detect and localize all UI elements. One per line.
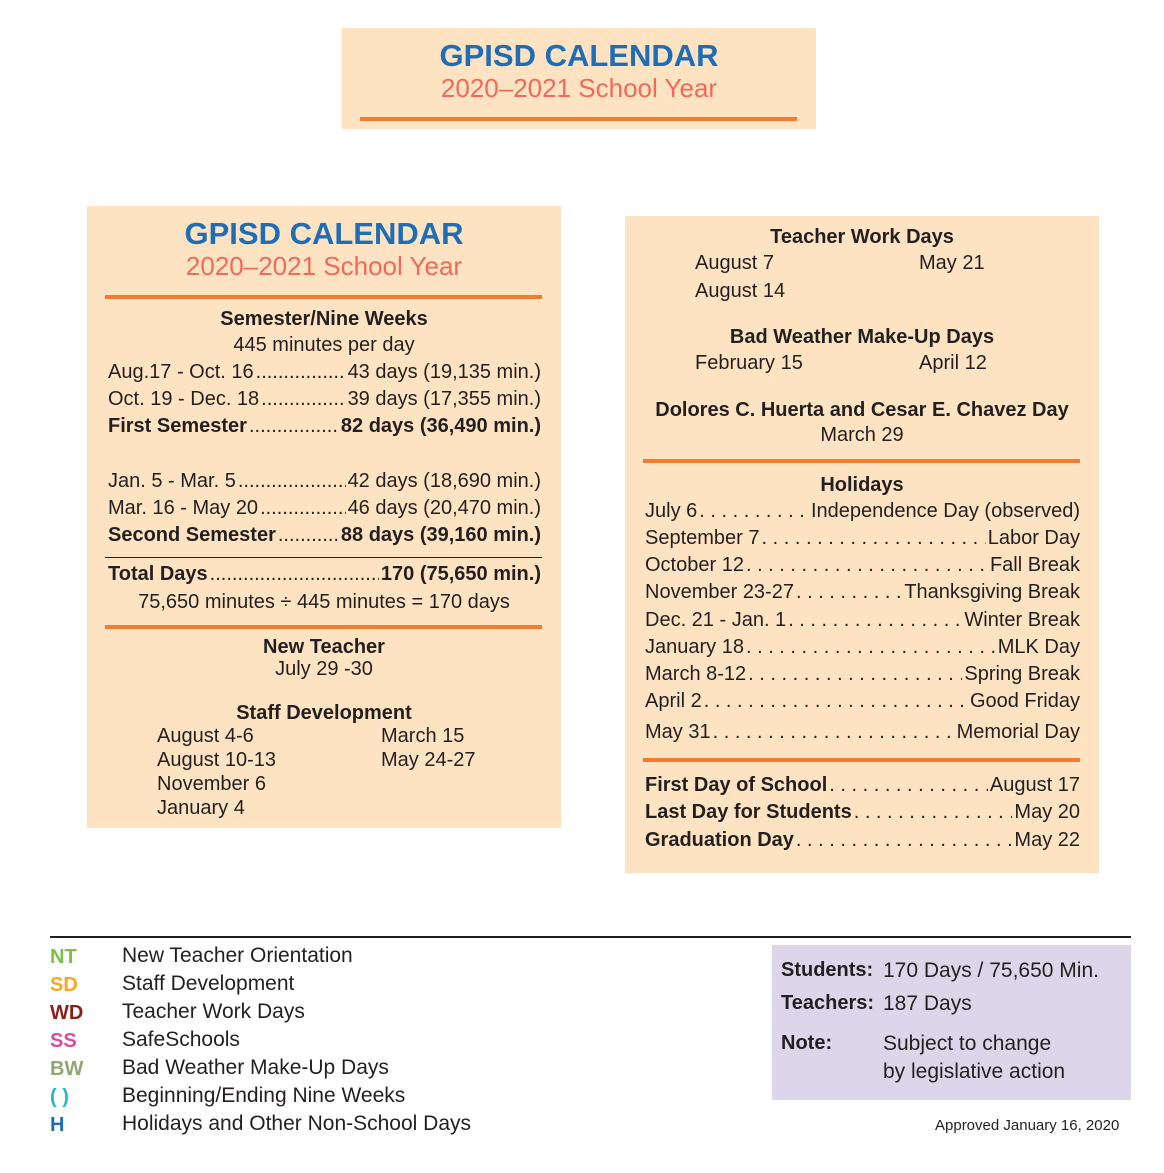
staff-dev-date: November 6: [157, 773, 266, 795]
huerta-date: March 29: [820, 424, 904, 446]
left-title: GPISD CALENDAR: [184, 216, 464, 251]
total-formula: 75,650 minutes ÷ 445 minutes = 170 days: [138, 591, 510, 613]
semester-row-value: 46 days (20,470 min.): [347, 497, 541, 519]
semester-row-label: Mar. 16 - May 20: [108, 497, 259, 519]
leader-dots: [746, 636, 996, 659]
bad-weather-date: April 12: [919, 352, 987, 374]
leader-dots: [796, 829, 1012, 852]
semester-row-value: 43 days (19,135 min.): [347, 361, 541, 383]
leader-dots: [210, 563, 379, 586]
teachers-label: Teachers:: [781, 992, 875, 1014]
teachers-value: 187 Days: [883, 992, 972, 1015]
holiday-name: Memorial Day: [956, 721, 1080, 743]
teacher-work-date: August 7: [695, 252, 774, 274]
legend-divider: [50, 936, 1131, 938]
left-rule-mid: [105, 625, 542, 629]
legend-code-h: H: [50, 1114, 65, 1136]
holiday-name: Winter Break: [964, 609, 1080, 631]
holiday-name: Good Friday: [969, 690, 1080, 712]
huerta-heading: Dolores C. Huerta and Cesar E. Chavez Day: [655, 399, 1069, 421]
leader-dots: [249, 415, 339, 438]
header-title: GPISD CALENDAR: [439, 38, 719, 73]
key-date-row: [645, 774, 1080, 797]
staff-dev-date: August 4-6: [157, 725, 254, 747]
leader-dots: [704, 690, 968, 713]
note-line2: by legislative action: [883, 1060, 1066, 1083]
key-date-value: May 22: [1014, 829, 1080, 851]
legend-text: Staff Development: [122, 972, 295, 995]
leader-dots: [238, 470, 346, 493]
holiday-date: January 18: [645, 636, 744, 658]
holiday-row: [645, 527, 1080, 550]
legend-code-nt: NT: [50, 946, 77, 968]
header-subtitle: 2020–2021 School Year: [440, 73, 718, 103]
holiday-name: Independence Day (observed): [810, 500, 1080, 522]
legend-text: New Teacher Orientation: [122, 944, 353, 967]
holiday-date: July 6: [645, 500, 698, 522]
right-rule-top: [643, 459, 1080, 463]
semester-row-value: 82 days (36,490 min.): [340, 415, 541, 437]
left-panel: [87, 206, 561, 828]
key-date-label: First Day of School: [645, 774, 828, 796]
leader-dots: [746, 554, 988, 577]
leader-dots: [854, 801, 1013, 824]
holiday-row: [645, 581, 1080, 604]
key-date-label: Graduation Day: [645, 829, 794, 851]
holiday-date: Dec. 21 - Jan. 1: [645, 609, 787, 631]
total-days-row: [108, 563, 541, 586]
approved-date: Approved January 16, 2020: [935, 1117, 1120, 1134]
legend-code-paren: ( ): [50, 1086, 69, 1108]
semester-row: [108, 497, 541, 520]
key-date-value: August 17: [989, 774, 1080, 796]
key-date-value: May 20: [1014, 801, 1080, 823]
leader-dots: [278, 524, 339, 547]
semester-row-label: Jan. 5 - Mar. 5: [108, 470, 236, 492]
semester-row-label: First Semester: [108, 415, 247, 437]
staff-dev-date: March 15: [381, 725, 465, 747]
students-value: 170 Days / 75,650 Min.: [883, 959, 1099, 982]
leader-dots: [256, 361, 346, 384]
leader-dots: [796, 581, 902, 604]
legend-text: Holidays and Other Non-School Days: [122, 1112, 472, 1135]
leader-dots: [788, 609, 962, 632]
semester-row-label: Aug.17 - Oct. 16: [108, 361, 254, 383]
legend-text: Beginning/Ending Nine Weeks: [122, 1084, 406, 1107]
bad-weather-date: February 15: [695, 352, 803, 374]
semester-row-label: Second Semester: [108, 524, 276, 546]
semester-heading: Semester/Nine Weeks: [220, 308, 428, 330]
header-rule: [360, 117, 797, 121]
holiday-name: Labor Day: [987, 527, 1080, 549]
left-rule-top: [105, 295, 542, 299]
holiday-name: Thanksgiving Break: [904, 581, 1080, 603]
right-rule-bottom: [643, 758, 1080, 762]
legend-code-bw: BW: [50, 1058, 84, 1080]
leader-dots: [748, 663, 962, 686]
holiday-row: [645, 663, 1080, 686]
students-label: Students:: [781, 959, 874, 981]
total-divider: [105, 557, 542, 558]
leader-dots: [713, 721, 955, 744]
teacher-work-heading: Teacher Work Days: [770, 226, 954, 248]
holiday-name: MLK Day: [997, 636, 1080, 658]
staff-dev-date: May 24-27: [381, 749, 476, 771]
semester-row-value: 39 days (17,355 min.): [347, 388, 541, 410]
holiday-date: September 7: [645, 527, 760, 549]
key-date-row: [645, 801, 1080, 824]
holiday-name: Fall Break: [989, 554, 1080, 576]
header-banner: [342, 28, 816, 129]
holiday-row: [645, 721, 1080, 744]
bad-weather-heading: Bad Weather Make-Up Days: [729, 326, 995, 348]
holiday-row: [645, 609, 1080, 632]
leader-dots: [261, 388, 345, 411]
semester-row: [108, 361, 541, 384]
leader-dots: [260, 497, 346, 520]
summary-box: [772, 945, 1131, 1100]
total-days-label: Total Days: [108, 563, 208, 585]
legend-code-sd: SD: [50, 974, 78, 996]
staff-dev-date: January 4: [157, 797, 245, 819]
holidays-heading: Holidays: [820, 474, 904, 496]
leader-dots: [762, 527, 986, 550]
holiday-row: [645, 500, 1080, 523]
semester-row-value: 88 days (39,160 min.): [340, 524, 541, 546]
staff-dev-date: August 10-13: [157, 749, 276, 771]
leader-dots: [829, 774, 988, 797]
teacher-work-date: August 14: [695, 280, 786, 302]
legend-code-wd: WD: [50, 1002, 84, 1024]
total-days-value: 170 (75,650 min.): [380, 563, 541, 585]
right-panel: [625, 216, 1099, 873]
holiday-row: [645, 636, 1080, 659]
holiday-date: March 8-12: [645, 663, 747, 685]
new-teacher-heading: New Teacher: [263, 636, 385, 658]
legend-code-ss: SS: [50, 1030, 77, 1052]
holiday-row: [645, 554, 1080, 577]
new-teacher-dates: July 29 -30: [275, 658, 373, 680]
semester-row-label: Oct. 19 - Dec. 18: [108, 388, 260, 410]
leader-dots: [699, 500, 809, 523]
legend-text: SafeSchools: [122, 1028, 240, 1051]
legend-text: Teacher Work Days: [122, 1000, 305, 1023]
semester-row: [108, 470, 541, 493]
note-line1: Subject to change: [883, 1032, 1052, 1055]
second-semester-row: [108, 524, 541, 547]
minutes-per-day: 445 minutes per day: [233, 334, 415, 356]
key-date-row: [645, 829, 1080, 852]
semester-row-value: 42 days (18,690 min.): [347, 470, 541, 492]
teacher-work-date: May 21: [919, 252, 985, 274]
holiday-date: November 23-27: [645, 581, 794, 603]
staff-dev-heading: Staff Development: [236, 702, 412, 724]
holiday-row: [645, 690, 1080, 713]
holiday-date: May 31: [645, 721, 711, 743]
legend-text: Bad Weather Make-Up Days: [122, 1056, 389, 1079]
note-label: Note:: [781, 1032, 833, 1054]
key-date-label: Last Day for Students: [645, 801, 852, 823]
holiday-date: April 2: [645, 690, 702, 712]
first-semester-row: [108, 415, 541, 438]
holiday-name: Spring Break: [964, 663, 1080, 685]
semester-row: [108, 388, 541, 411]
left-subtitle: 2020–2021 School Year: [185, 251, 463, 281]
holiday-date: October 12: [645, 554, 744, 576]
